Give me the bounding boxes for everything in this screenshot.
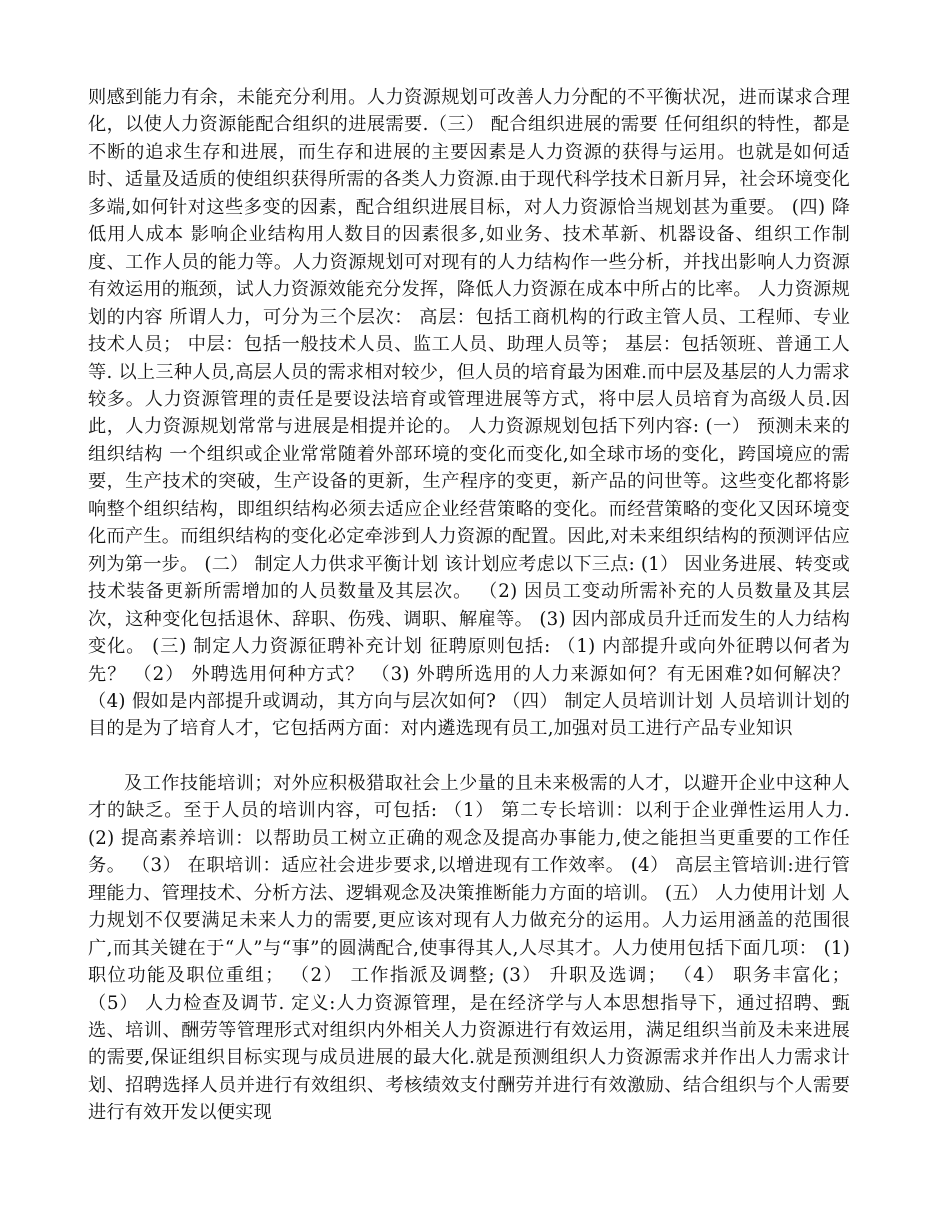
paragraph-1: 则感到能力有余，未能充分利用。人力资源规划可改善人力分配的不平衡状况，进而谋求合理化，以使人力资源能配合组织的进展需要.（三） 配合组织进展的需要 任何组织的特性，都是不断的追求生存和进展，而生存和进展的主要因素是人力资源的获得与运用。也就是如何适时、适量及适质的使组织获得所需的各类人力资源.由于现代科学技术日新月异，社会环境变化多端,如何针对这些多变的因素，配合组织进展目标，对人力资源恰当规划甚为重要。 (四) 降低用人成本 影响企业结构用人数目的因素很多,如业务、技术革新、机器设备、组织工作制度、工作人员的能力等。人力资源规划可对现有的人力结构作一些分析，并找出影响人力资源有效运用的瓶颈，试人力资源效能充分发挥，降低人力资源在成本中所占的比率。 人力资源规划的内容 所谓人力，可分为三个层次： 高层：包括工商机构的行政主管人员、工程师、专业技术人员； 中层：包括一般技术人员、监工人员、助理人员等； 基层：包括领班、普通工人等. 以上三种人员,高层人员的需求相对较少，但人员的培育最为困难.而中层及基层的人力需求较多。人力资源管理的责任是要设法培育或管理进展等方式，将中层人员培育为高级人员.因此，人力资源规划常常与进展是相提并论的。 人力资源规划包括下列内容: (一） 预测未来的组织结构 一个组织或企业常常随着外部环境的变化而变化,如全球市场的变化，跨国境应的需要，生产技术的突破，生产设备的更新，生产程序的变更，新产品的问世等。这些变化都将影响整个组织结构，即组织结构必须去适应企业经营策略的变化。而经营策略的变化又因环境变化而产生。而组织结构的变化必定牵涉到人力资源的配置。因此,对未来组织结构的预测评估应列为第一步。 (二） 制定人力供求平衡计划 该计划应考虑以下三点: (1） 因业务进展、转变或技术装备更新所需增加的人员数量及其层次。 （2) 因员工变动所需补充的人员数量及其层次，这种变化包括退休、辞职、伤残、调职、解雇等。 (3) 因内部成员升迁而发生的人力结构变化。 (三) 制定人力资源征聘补充计划 征聘原则包括: （1) 内部提升或向外征聘以何者为先？ （2） 外聘选用何种方式？ （3) 外聘所选用的人力来源如何？有无困难?如何解决？ （4) 假如是内部提升或调动，其方向与层次如何? （四） 制定人员培训计划 人员培训计划的目的是为了培育人才，它包括两方面：对内遴选现有员工,加强对员工进行产品专业知识 bbox=[88, 87, 850, 740]
paragraph-2: 及工作技能培训；对外应积极猎取社会上少量的且未来极需的人才，以避开企业中这种人才的缺乏。至于人员的培训内容，可包括: （1） 第二专长培训：以利于企业弹性运用人力. (2) 提高素养培训：以帮助员工树立正确的观念及提高办事能力,使之能担当更重要的工作任务。 （3） 在职培训：适应社会进步要求,以增进现有工作效率。 (4） 高层主管培训:进行管理能力、管理技术、分析方法、逻辑观念及决策推断能力方面的培训。 (五） 人力使用计划 人力规划不仅要满足未来人力的需要,更应该对现有人力做充分的运用。人力运用涵盖的范围很广,而其关键在于“人”与“事”的圆满配合,使事得其人,人尽其才。人力使用包括下面几项： (1) 职位功能及职位重组； （2） 工作指派及调整; (3） 升职及选调； （4） 职务丰富化； （5） 人力检查及调节. 定义:人力资源管理，是在经济学与人本思想指导下，通过招聘、甄选、培训、酬劳等管理形式对组织内外相关人力资源进行有效运用，满足组织当前及未来进展的需要,保证组织目标实现与成员进展的最大化.就是预测组织人力资源需求并作出人力需求计划、招聘选择人员并进行有效组织、考核绩效支付酬劳并进行有效激励、结合组织与个人需要进行有效开发以便实现 bbox=[88, 772, 850, 1124]
